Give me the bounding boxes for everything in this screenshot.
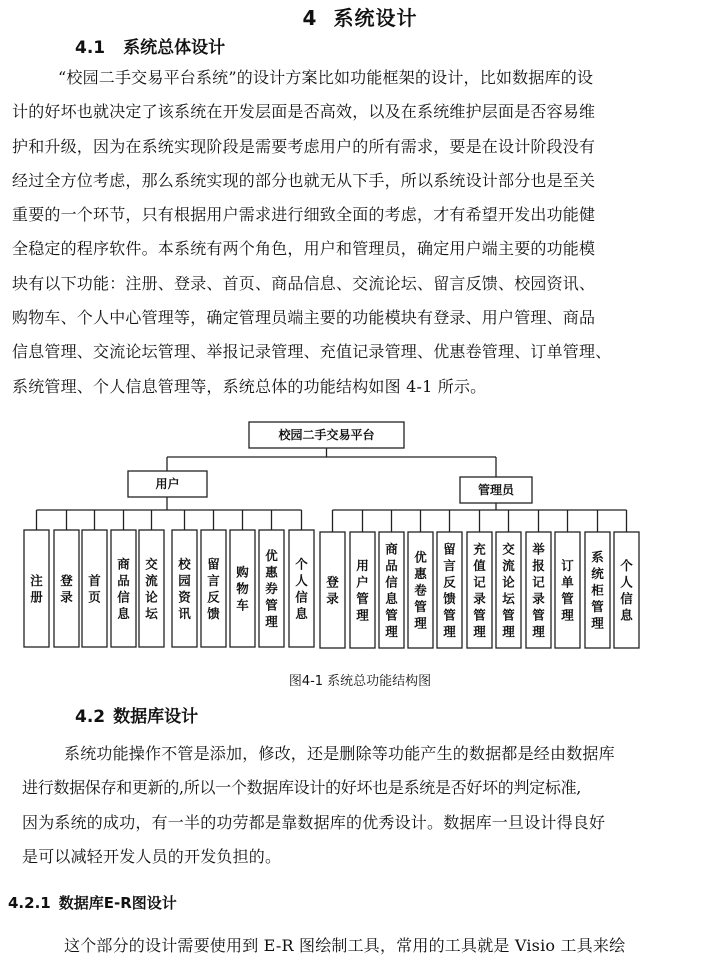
root-node-label: 校园二手交易平台	[278, 428, 375, 442]
module-node-label: 个人信息	[295, 556, 308, 621]
paragraph-line: 进行数据保存和更新的,所以一个数据库设计的好坏也是系统是否好坏的判定标准,	[22, 778, 582, 798]
module-node-label: 首页	[88, 572, 101, 605]
chapter-heading	[0, 2, 720, 31]
module-node-label: 登录	[60, 572, 73, 605]
section-4-1-paragraph	[12, 61, 611, 404]
section-4-2-1-heading	[8, 892, 177, 913]
paragraph-line: “校园二手交易平台系统”的设计方案比如功能框架的设计，比如数据库的设	[58, 68, 594, 87]
paragraph-line: 这个部分的设计需要使用到 E-R 图绘制工具，常用的工具就是 Visio 工具来绘	[64, 936, 626, 955]
module-node-label: 商品信息管理	[385, 541, 398, 639]
section-title: 数据库设计	[113, 707, 199, 727]
module-node-label: 个人信息	[620, 557, 633, 623]
module-node-label: 交流论坛管理	[502, 541, 515, 639]
paragraph-line: 重要的一个环节，只有根据用户需求进行细致全面的考虑，才有希望开发出功能健	[12, 205, 596, 225]
module-node-label: 充值记录管理	[473, 541, 486, 639]
paragraph-line: 信息管理、交流论坛管理、举报记录管理、充值记录管理、优惠卷管理、订单管理、	[12, 342, 612, 362]
section-title: 系统总体设计	[123, 38, 226, 58]
module-node-label: 订单管理	[561, 557, 574, 623]
section-4-2-heading	[75, 702, 198, 727]
paragraph-line: 全稳定的程序软件。本系统有两个角色，用户和管理员，确定用户端主要的功能模	[12, 239, 596, 259]
paragraph-line: 购物车、个人中心管理等，确定管理员端主要的功能模块有登录、用户管理、商品	[12, 308, 596, 328]
figure-caption: 图4-1 系统总功能结构图	[288, 674, 432, 689]
section-number: 4.1	[75, 38, 106, 58]
role-node-label: 管理员	[477, 483, 515, 497]
module-node-label: 登录	[326, 574, 339, 606]
section-4-2-paragraph	[22, 737, 615, 874]
module-node-label: 优惠券管理	[265, 548, 278, 629]
module-node-label: 系统柜管理	[591, 549, 604, 631]
module-node-label: 注册	[30, 572, 43, 605]
module-node-label: 校园资讯	[178, 556, 191, 621]
paragraph-line: 块有以下功能：注册、登录、首页、商品信息、交流论坛、留言反馈、校园资讯、	[12, 273, 596, 293]
paragraph-line: 系统管理、个人信息管理等，系统总体的功能结构如图 4-1 所示。	[12, 376, 487, 396]
module-node-label: 举报记录管理	[532, 541, 545, 639]
section-number: 4.2	[75, 707, 106, 727]
chapter-number: 4	[302, 6, 318, 30]
module-node-label: 留言反馈	[207, 556, 220, 621]
section-4-2-1-paragraph	[64, 929, 625, 963]
paragraph-line: 是可以减轻开发人员的开发负担的。	[22, 846, 282, 866]
module-node-label: 商品信息	[117, 556, 130, 621]
module-node-label: 优惠卷管理	[414, 549, 427, 631]
function-structure-diagram	[0, 415, 720, 660]
paragraph-line: 经过全方位考虑，那么系统实现的部分也就无从下手，所以系统设计部分也是至关	[12, 170, 596, 190]
paragraph-line: 因为系统的成功，有一半的功劳都是靠数据库的优秀设计。数据库一旦设计得良好	[22, 812, 606, 832]
paragraph-line: 计的好坏也就决定了该系统在开发层面是否高效，以及在系统维护层面是否容易维	[12, 102, 596, 122]
paragraph-line: 系统功能操作不管是添加，修改，还是删除等功能产生的数据都是经由数据库	[64, 744, 615, 763]
chapter-title: 系统设计	[333, 6, 418, 30]
section-title: 数据库E-R图设计	[58, 894, 177, 912]
module-node-label: 留言反馈管理	[443, 541, 456, 639]
paragraph-line: 护和升级，因为在系统实现阶段是需要考虑用户的所有需求，要是在设计阶段没有	[12, 136, 596, 156]
role-node-label: 用户	[155, 477, 180, 491]
module-node-label: 购物车	[236, 564, 249, 613]
section-number: 4.2.1	[8, 894, 51, 912]
module-node-label: 用户管理	[356, 557, 369, 623]
section-4-1-heading	[75, 33, 225, 58]
module-node-label: 交流论坛	[145, 556, 158, 621]
